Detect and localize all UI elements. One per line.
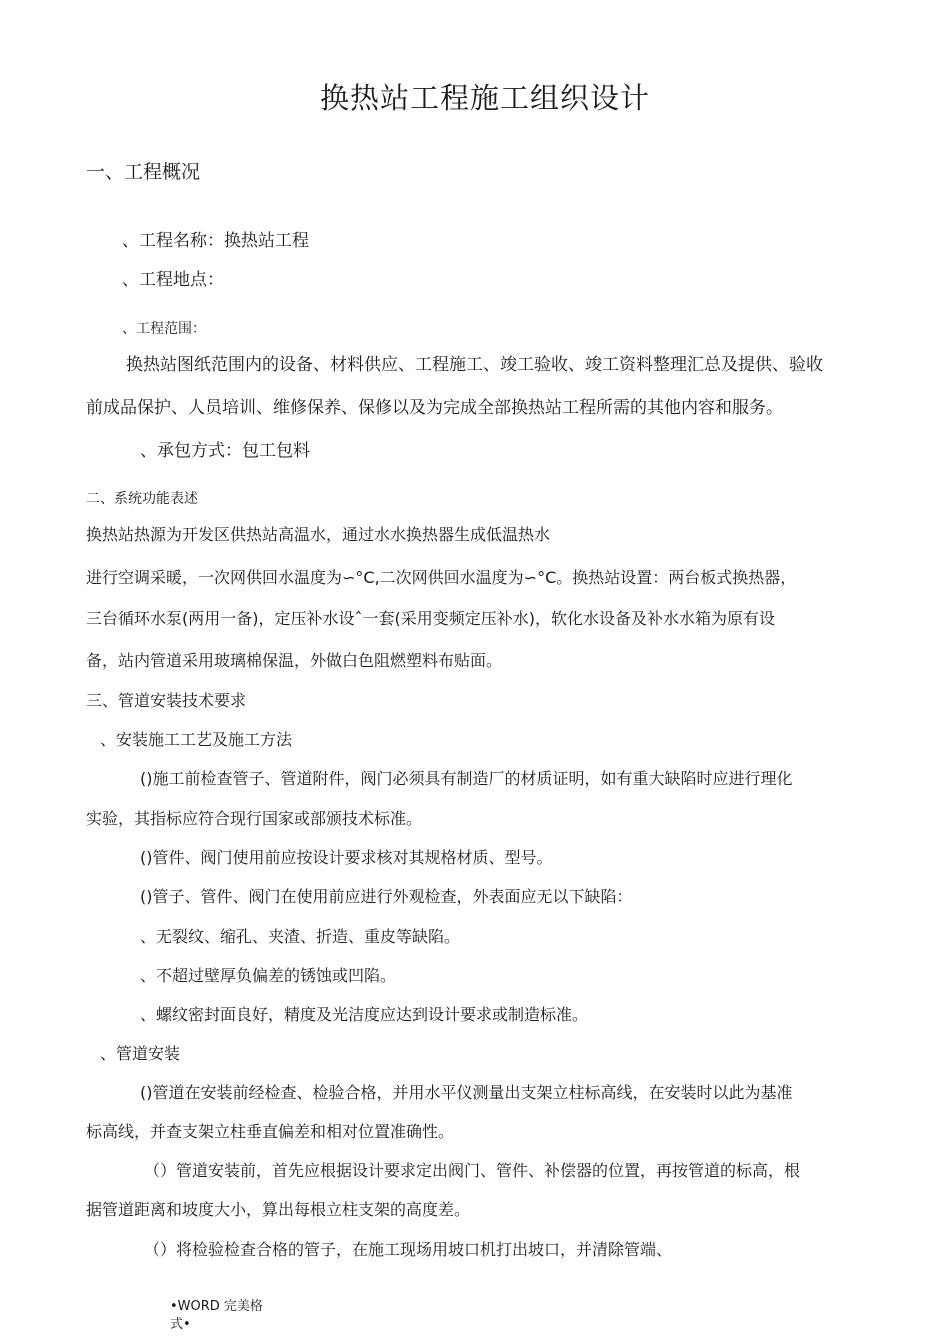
section2-line4: 备，站内管道采用玻璃棉保温，外做白色阻燃塑料布贴面。 bbox=[86, 651, 503, 670]
footer-line2: 式• bbox=[170, 1317, 191, 1332]
sub1-defect3: 、螺纹密封面良好，精度及光洁度应达到设计要求或制造标准。 bbox=[140, 1005, 589, 1024]
section2-line3: 三台循环水泵(两用一备)，定压补水设ˆ一套(采用变频定压补水)，软化水设备及补水水箱为原有设 bbox=[86, 609, 775, 628]
footer-line1: •WORD 完美格 bbox=[170, 1299, 263, 1314]
project-location-line: 、工程地点： bbox=[122, 270, 224, 290]
section2-line1: 换热站热源为开发区供热站高温水，通过水水换热器生成低温热水 bbox=[86, 525, 551, 544]
sub1-item1-line1: ()施工前检查管子、管道附件，阀门必须具有制造厂的材质证明，如有重大缺陷时应进行理化 bbox=[140, 769, 793, 788]
sub1-heading: 、安装施工工艺及施工方法 bbox=[100, 730, 293, 749]
section3-heading: 三、管道安装技术要求 bbox=[86, 691, 247, 710]
contract-mode-line: 、承包方式：包工包料 bbox=[140, 441, 310, 461]
sub2-heading: 、管道安装 bbox=[100, 1044, 181, 1063]
sub1-defect2: 、不超过壁厚负偏差的锈蚀或凹陷。 bbox=[140, 966, 397, 985]
section2-line2: 进行空调采暖，一次网供回水温度为∽°C,二次网供回水温度为∽°C。换热站设置：两台板式换热器， bbox=[86, 568, 797, 587]
sub1-item3: ()管子、管件、阀门在使用前应进行外观检查，外表面应无以下缺陷： bbox=[140, 887, 633, 906]
sub2-item2-line2: 据管道距离和坡度大小，算出每根立柱支架的高度差。 bbox=[86, 1200, 471, 1219]
scope-label: 、工程范围： bbox=[122, 321, 206, 337]
project-name-line: 、工程名称：换热站工程 bbox=[122, 231, 309, 251]
scope-text-line1: 换热站图纸范围内的设备、材料供应、工程施工、竣工验收、竣工资料整理汇总及提供、验收 bbox=[126, 355, 823, 375]
sub1-defect1: 、无裂纹、缩孔、夹渣、折造、重皮等缺陷。 bbox=[140, 927, 461, 946]
sub2-item2-line1: （）管道安装前，首先应根据设计要求定出阀门、管件、补偿器的位置，再按管道的标高，根 bbox=[144, 1161, 801, 1180]
sub2-item1-line1: ()管道在安装前经检查、检验合格，并用水平仪测量出支架立柱标高线，在安装时以此为基准 bbox=[140, 1083, 793, 1102]
scope-text-line2: 前成品保护、人员培训、维修保养、保修以及为完成全部换热站工程所需的其他内容和服务。 bbox=[86, 398, 783, 418]
sub1-item1-line2: 实验，其指标应符合现行国家或部颁技术标准。 bbox=[86, 809, 423, 828]
document-title: 换热站工程施工组织设计 bbox=[319, 81, 650, 115]
sub1-item2: ()管件、阀门使用前应按设计要求核对其规格材质、型号。 bbox=[140, 848, 553, 867]
section1-heading: 一、工程概况 bbox=[86, 161, 201, 183]
sub2-item3-line1: （）将检验检查合格的管子，在施工现场用坡口机打出坡口，并清除管端、 bbox=[144, 1240, 673, 1259]
sub2-item1-line2: 标高线，并查支架立柱垂直偏差和相对位置准确性。 bbox=[86, 1122, 455, 1141]
section2-heading: 二、系统功能表述 bbox=[86, 491, 198, 507]
